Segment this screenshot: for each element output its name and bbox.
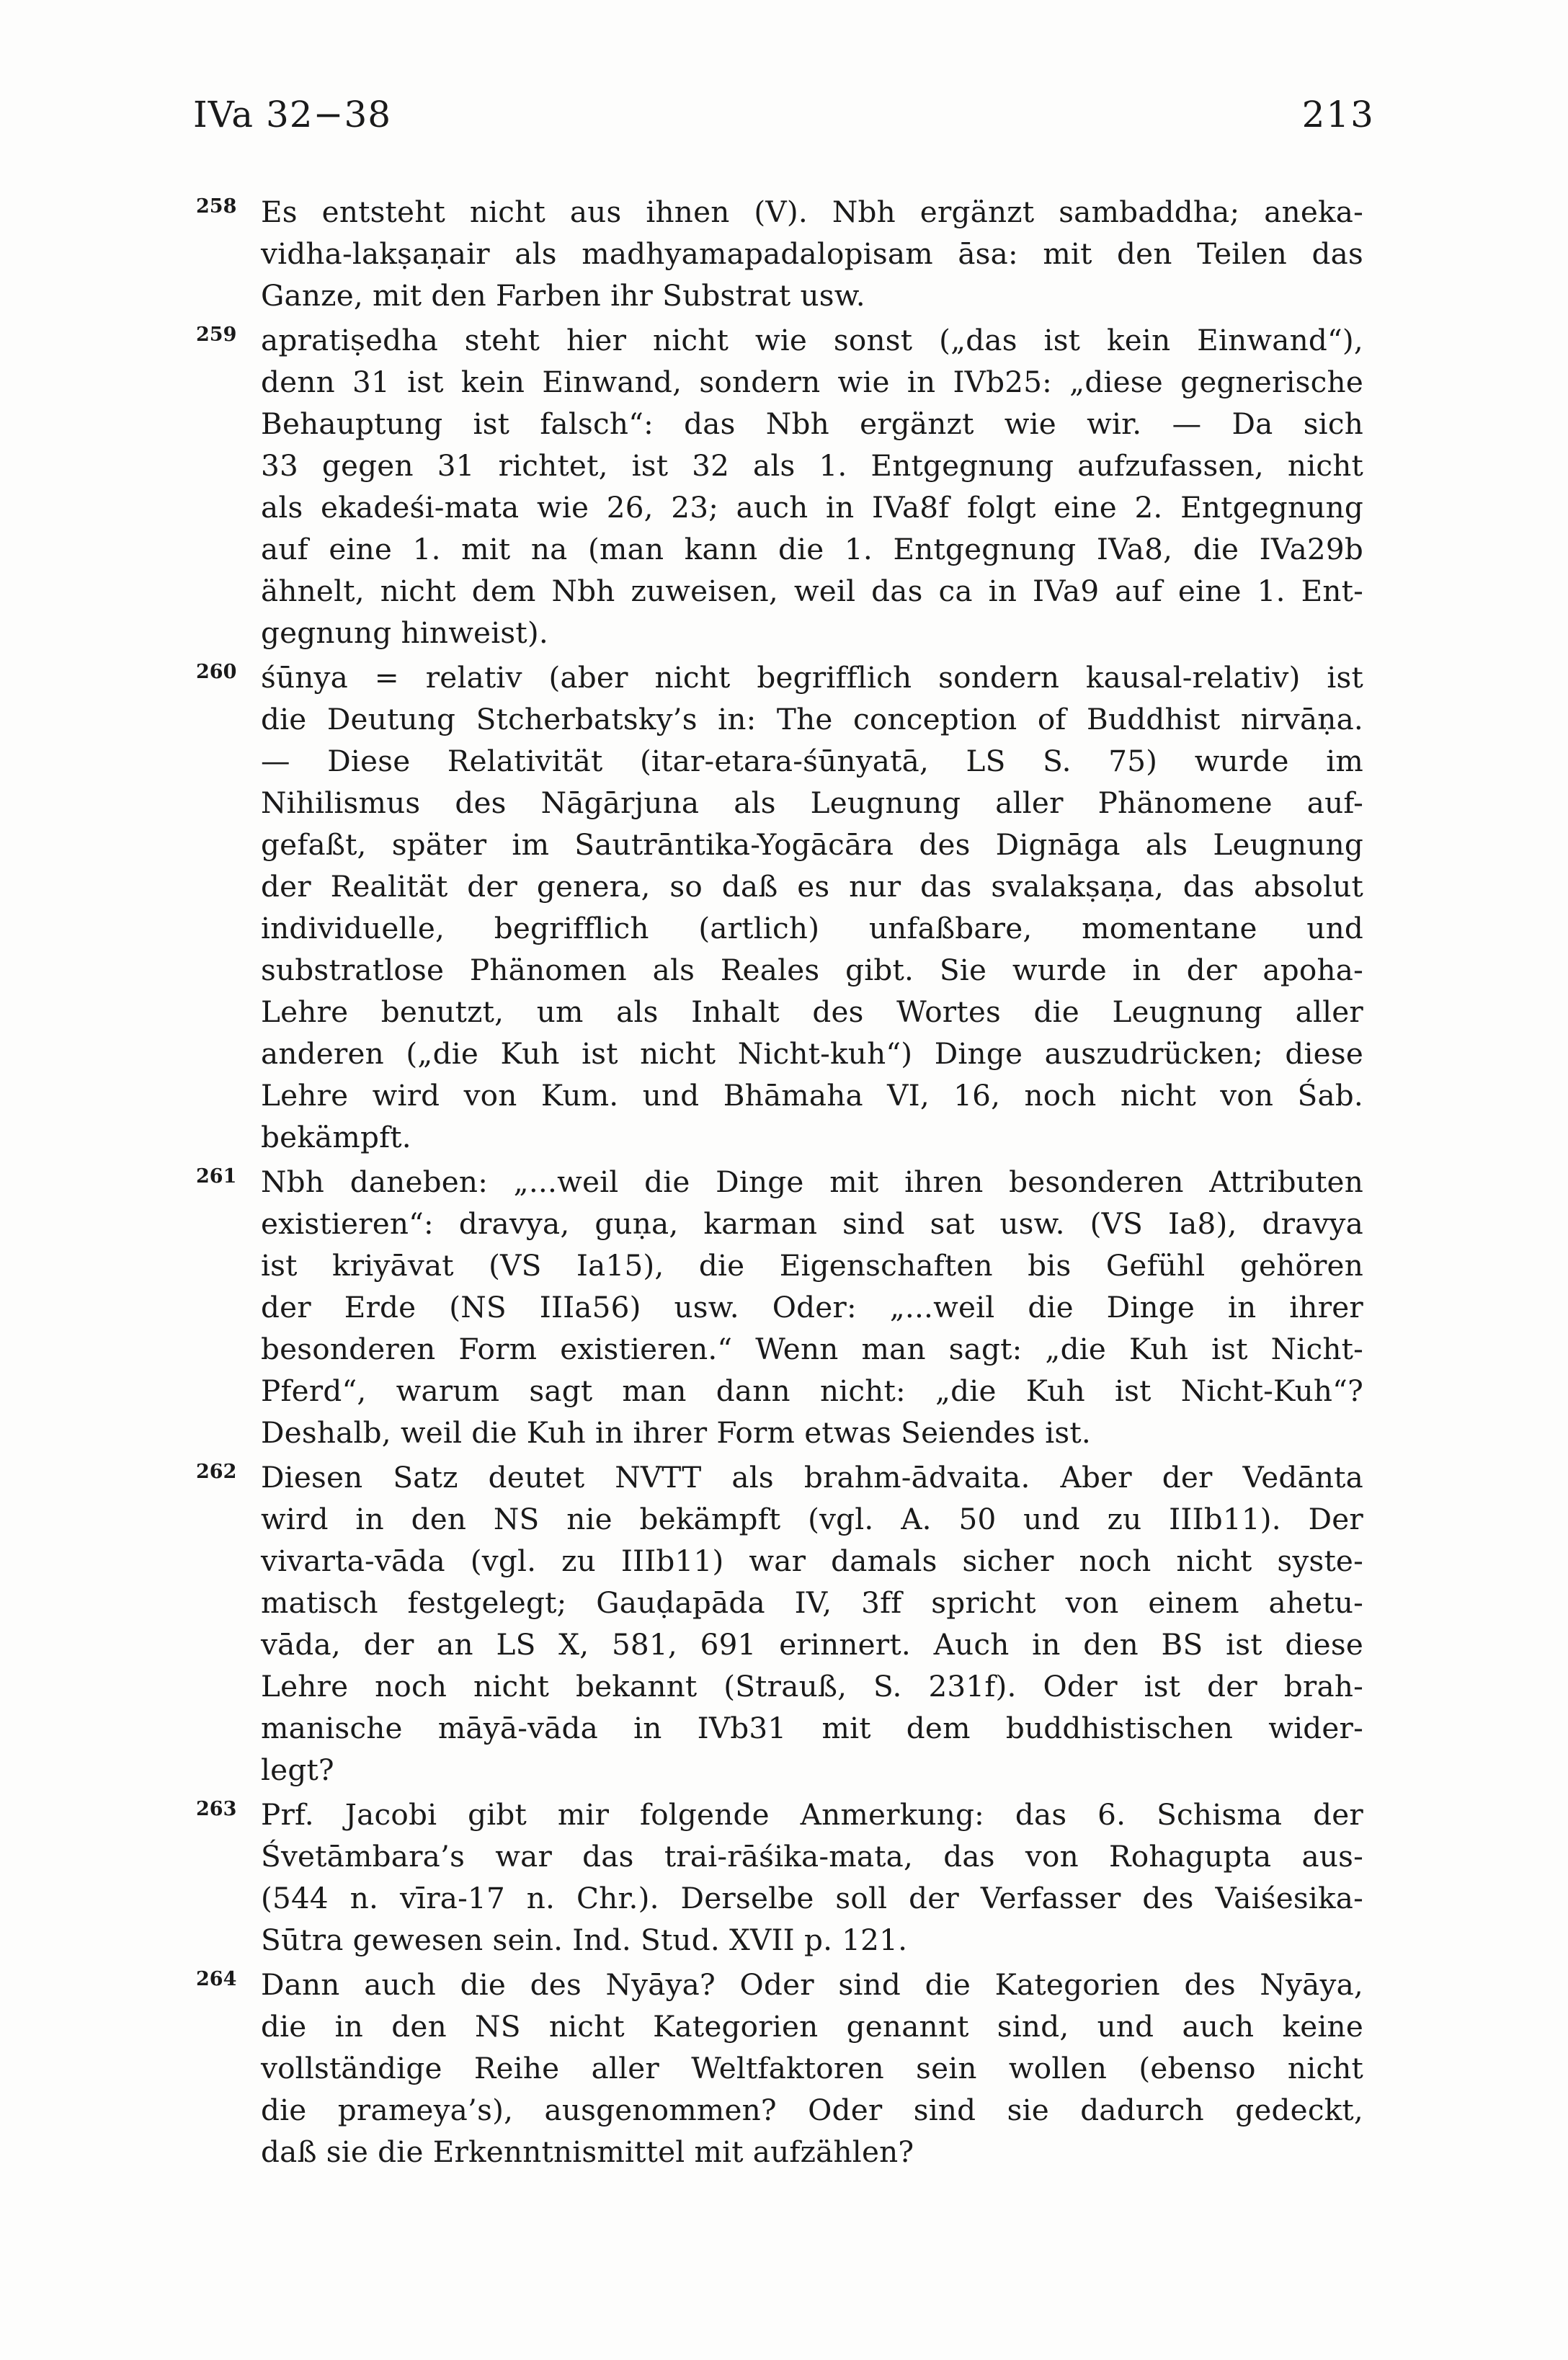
footnote-line: die Deutung Stcherbatsky’s in: The conception of Buddhist nirvāṇa. <box>261 702 1363 736</box>
footnote-line: Behauptung ist falsch“: das Nbh ergänzt wie wir. — Da sich <box>261 406 1363 441</box>
footnote-line: Lehre noch nicht bekannt (Strauß, S. 231f). Oder ist der brah- <box>261 1669 1363 1704</box>
footnote-line: ähnelt, nicht dem Nbh zuweisen, weil das ca in IVa9 auf eine 1. Ent- <box>261 574 1363 608</box>
footnote-line: Ganze, mit den Farben ihr Substrat usw. <box>261 278 865 313</box>
footnote-line: vollständige Reihe aller Weltfaktoren sein wollen (ebenso nicht <box>261 2051 1363 2085</box>
footnote-line: manische māyā-vāda in IVb31 mit dem buddhistischen wider- <box>261 1711 1363 1745</box>
footnote-line: vāda, der an LS X, 581, 691 erinnert. Auch in den BS ist diese <box>261 1627 1363 1662</box>
footnote <box>196 191 1363 316</box>
footnote-line: Nbh daneben: „...weil die Dinge mit ihren besonderen Attributen <box>261 1165 1363 1199</box>
footnote-line: śūnya = relativ (aber nicht begrifflich sondern kausal-relativ) ist <box>261 660 1363 695</box>
footnote-line: Pferd“, warum sagt man dann nicht: „die Kuh ist Nicht-Kuh“? <box>261 1373 1363 1408</box>
footnote <box>196 1161 1363 1453</box>
running-head: IVa 32−38 <box>193 94 392 135</box>
footnote-line: denn 31 ist kein Einwand, sondern wie in IVb25: „diese gegnerische <box>261 365 1363 399</box>
footnote-line: individuelle, begrifflich (artlich) unfaßbare, momentane und <box>261 911 1363 945</box>
footnote <box>196 1456 1363 1791</box>
footnote-line: vivarta-vāda (vgl. zu IIIb11) war damals sicher noch nicht syste- <box>261 1544 1363 1578</box>
footnote-line: vidha-lakṣaṇair als madhyamapadalopisam āsa: mit den Teilen das <box>261 236 1363 271</box>
footnote-line: Lehre benutzt, um als Inhalt des Wortes die Leugnung aller <box>261 994 1363 1029</box>
footnote-line: Sūtra gewesen sein. Ind. Stud. XVII p. 121. <box>261 1923 908 1957</box>
footnote-line: wird in den NS nie bekämpft (vgl. A. 50 und zu IIIb11). Der <box>261 1502 1363 1536</box>
footnote-line: auf eine 1. mit na (man kann die 1. Entgegnung IVa8, die IVa29b <box>261 532 1363 566</box>
footnote-line: (544 n. vīra-17 n. Chr.). Derselbe soll der Verfasser des Vaiśesika- <box>261 1881 1363 1915</box>
page-header <box>193 94 1375 151</box>
footnote-line: die prameya’s), ausgenommen? Oder sind sie dadurch gedeckt, <box>261 2093 1363 2127</box>
footnote-line: gegnung hinweist). <box>261 615 548 650</box>
footnote-line: besonderen Form existieren.“ Wenn man sagt: „die Kuh ist Nicht- <box>261 1332 1363 1366</box>
footnote-line: die in den NS nicht Kategorien genannt sind, und auch keine <box>261 2009 1363 2044</box>
footnote-line: matisch festgelegt; Gauḍapāda IV, 3ff spricht von einem ahetu- <box>261 1585 1363 1620</box>
footnote-line: gefaßt, später im Sautrāntika-Yogācāra des Dignāga als Leugnung <box>261 827 1363 862</box>
footnote-line: apratiṣedha steht hier nicht wie sonst („das ist kein Einwand“), <box>261 323 1363 357</box>
footnote-number: 259 <box>196 324 237 346</box>
footnote-line: Lehre wird von Kum. und Bhāmaha VI, 16, noch nicht von Śab. <box>261 1078 1363 1113</box>
footnote <box>196 1964 1363 2173</box>
footnote-line: substratlose Phänomen als Reales gibt. Sie wurde in der apoha- <box>261 953 1363 987</box>
footnote-line: der Realität der genera, so daß es nur das svalakṣaṇa, das absolut <box>261 869 1363 904</box>
footnote-line: legt? <box>261 1753 334 1787</box>
footnote <box>196 319 1363 654</box>
footnote-number: 263 <box>196 1798 237 1820</box>
footnote-number: 258 <box>196 195 237 218</box>
footnote-line: Es entsteht nicht aus ihnen (V). Nbh ergänzt sambaddha; aneka- <box>261 195 1363 229</box>
footnote-number: 261 <box>196 1165 237 1188</box>
footnotes <box>196 191 1363 2176</box>
footnote-line: 33 gegen 31 richtet, ist 32 als 1. Entgegnung aufzufassen, nicht <box>261 448 1363 483</box>
footnote-line: — Diese Relativität (itar-etara-śūnyatā, LS S. 75) wurde im <box>261 744 1363 778</box>
footnote-number: 262 <box>196 1461 237 1483</box>
footnote-line: als ekadeśi-mata wie 26, 23; auch in IVa8f folgt eine 2. Entgegnung <box>261 490 1363 525</box>
footnote-line: Prf. Jacobi gibt mir folgende Anmerkung: das 6. Schisma der <box>261 1797 1363 1832</box>
page-number: 213 <box>1301 94 1375 135</box>
footnote-line: bekämpft. <box>261 1120 411 1154</box>
footnote-line: Śvetāmbara’s war das trai-rāśika-mata, das von Rohagupta aus- <box>261 1839 1363 1874</box>
footnote-line: Deshalb, weil die Kuh in ihrer Form etwas Seiendes ist. <box>261 1415 1091 1450</box>
footnote-line: existieren“: dravya, guṇa, karman sind sat usw. (VS Ia8), dravya <box>261 1206 1363 1241</box>
footnote-line: Nihilismus des Nāgārjuna als Leugnung aller Phänomene auf- <box>261 785 1363 820</box>
footnote-line: daß sie die Erkenntnismittel mit aufzählen? <box>261 2134 914 2169</box>
footnote-number: 264 <box>196 1968 237 1990</box>
footnote-line: anderen („die Kuh ist nicht Nicht-kuh“) Dinge auszudrücken; diese <box>261 1036 1363 1071</box>
footnote <box>196 1794 1363 1961</box>
footnote-line: der Erde (NS IIIa56) usw. Oder: „...weil die Dinge in ihrer <box>261 1290 1363 1324</box>
footnote-line: ist kriyāvat (VS Ia15), die Eigenschaften bis Gefühl gehören <box>261 1248 1363 1283</box>
footnote <box>196 656 1363 1158</box>
footnote-line: Dann auch die des Nyāya? Oder sind die Kategorien des Nyāya, <box>261 1967 1363 2002</box>
footnote-number: 260 <box>196 661 237 683</box>
footnote-line: Diesen Satz deutet NVTT als brahm-ādvaita. Aber der Vedānta <box>261 1460 1363 1495</box>
